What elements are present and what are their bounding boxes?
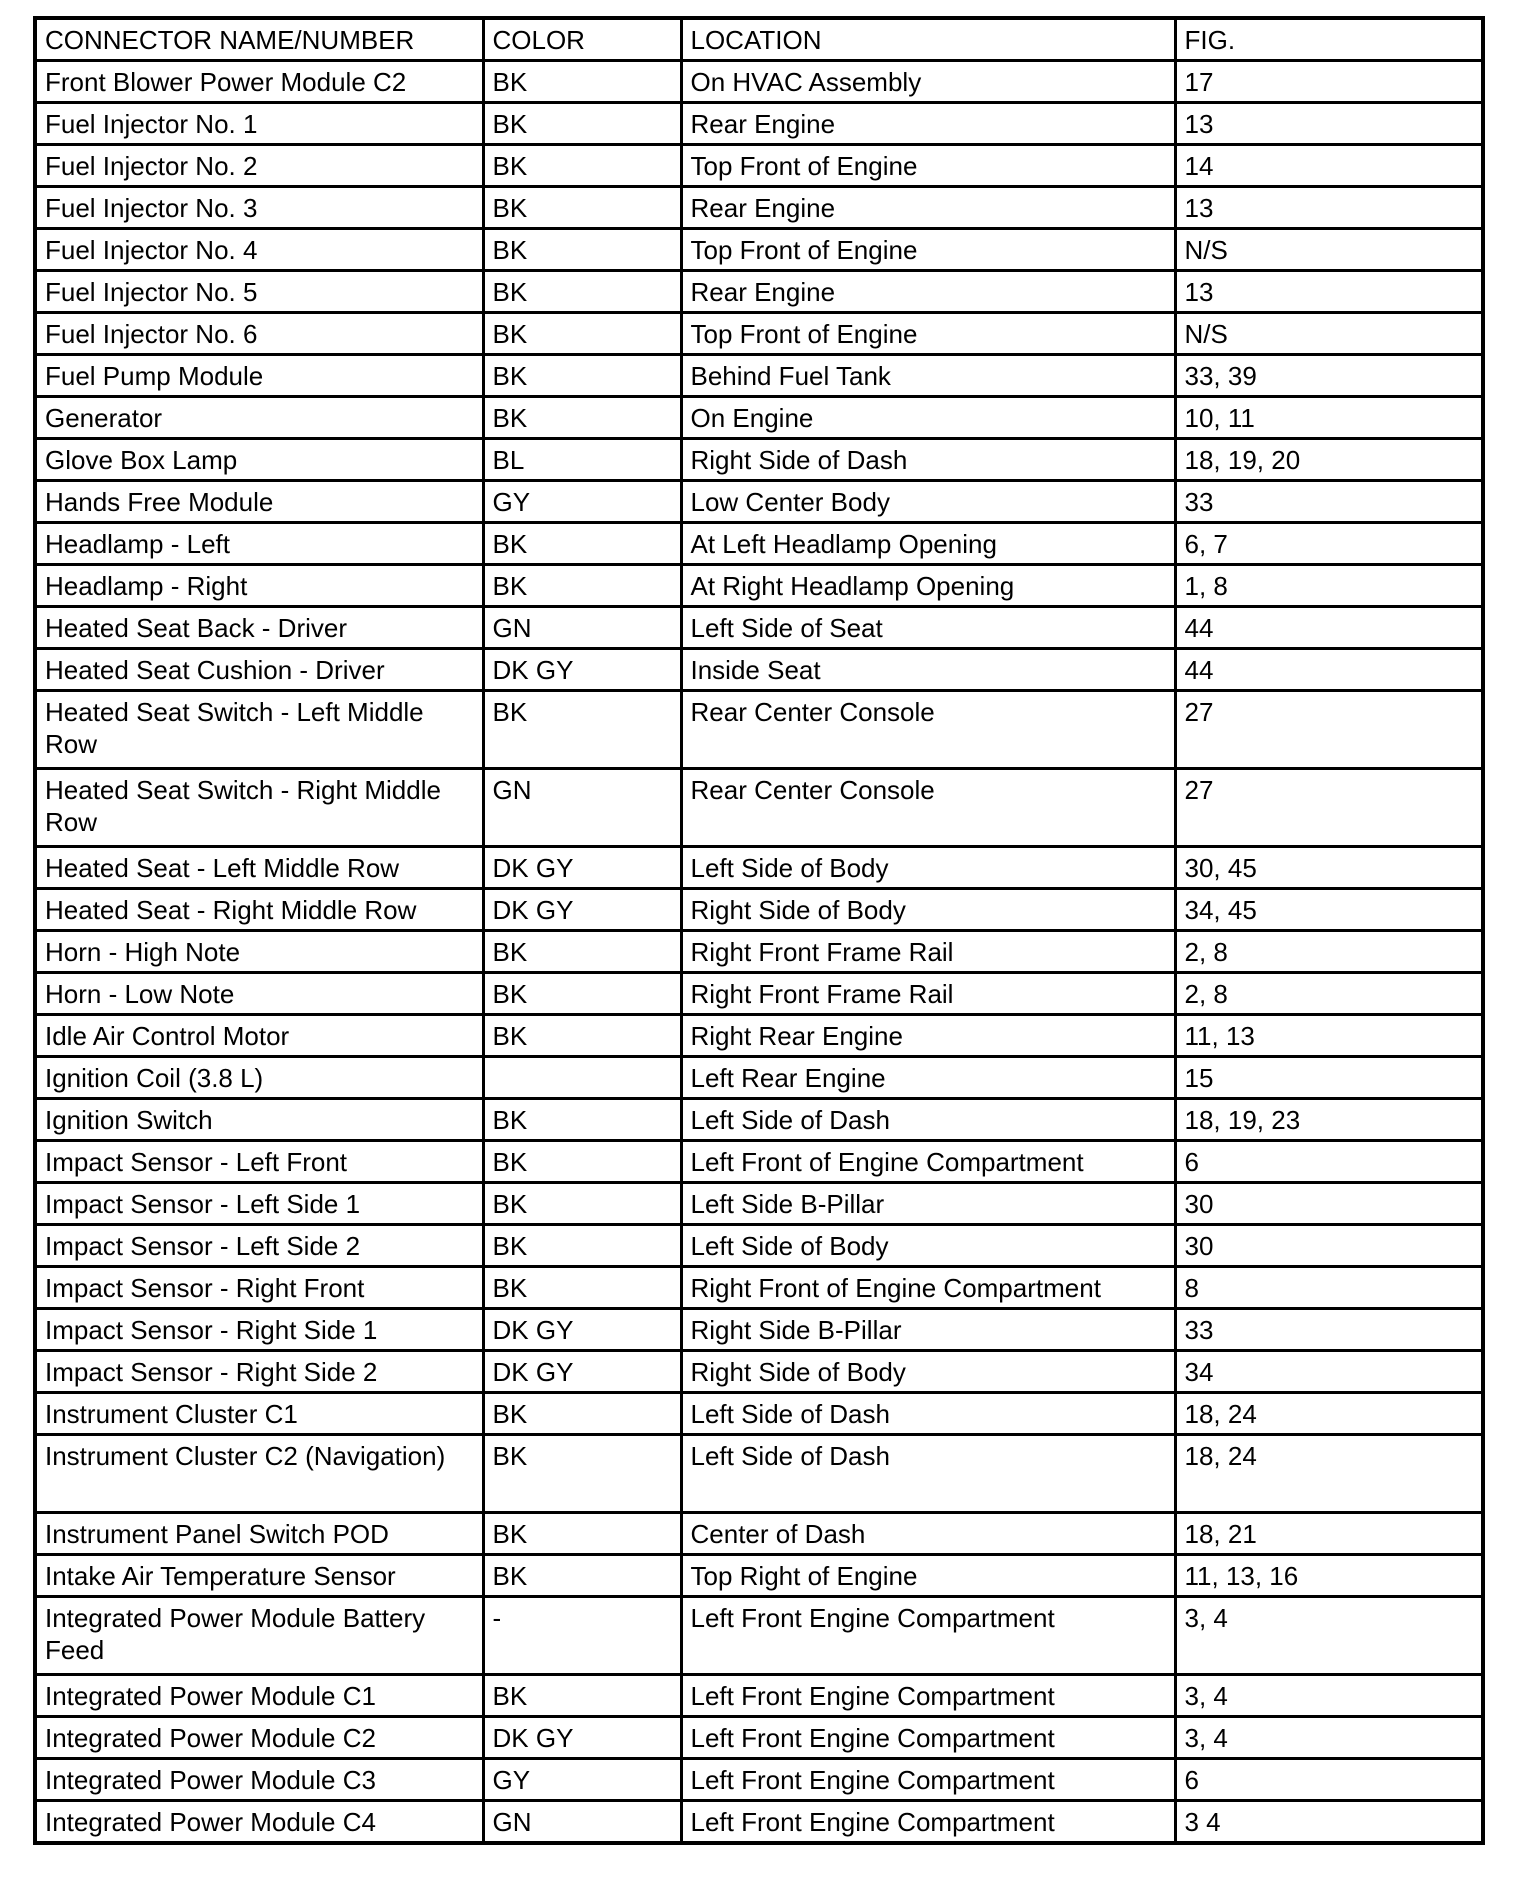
fig-cell: N/S <box>1175 229 1483 271</box>
location-cell: Left Front Engine Compartment <box>681 1801 1175 1844</box>
column-header-connector-name: CONNECTOR NAME/NUMBER <box>35 18 483 61</box>
fig-cell: 2, 8 <box>1175 973 1483 1015</box>
table-row <box>35 229 1483 271</box>
connector-name-cell: Ignition Coil (3.8 L) <box>35 1057 483 1099</box>
table-row <box>35 1393 1483 1435</box>
fig-cell: 14 <box>1175 145 1483 187</box>
fig-cell: N/S <box>1175 313 1483 355</box>
table-row <box>35 931 1483 973</box>
table-row <box>35 1555 1483 1597</box>
connector-name-cell: Impact Sensor - Right Front <box>35 1267 483 1309</box>
color-cell: GN <box>483 769 681 847</box>
table-row <box>35 1717 1483 1759</box>
header-row <box>35 18 1483 61</box>
color-cell: DK GY <box>483 847 681 889</box>
color-cell: BK <box>483 145 681 187</box>
connector-name-cell: Fuel Injector No. 4 <box>35 229 483 271</box>
fig-cell: 3 4 <box>1175 1801 1483 1844</box>
table-row <box>35 523 1483 565</box>
table-row <box>35 1057 1483 1099</box>
connector-name-cell: Fuel Injector No. 5 <box>35 271 483 313</box>
fig-cell: 11, 13, 16 <box>1175 1555 1483 1597</box>
connector-name-cell: Integrated Power Module C2 <box>35 1717 483 1759</box>
color-cell: BK <box>483 1015 681 1057</box>
location-cell: Left Front of Engine Compartment <box>681 1141 1175 1183</box>
table-row <box>35 1759 1483 1801</box>
connector-name-cell: Generator <box>35 397 483 439</box>
location-cell: Right Rear Engine <box>681 1015 1175 1057</box>
location-cell: Left Side of Dash <box>681 1393 1175 1435</box>
color-cell: BK <box>483 1267 681 1309</box>
connector-table <box>33 16 1485 1845</box>
table-row <box>35 769 1483 847</box>
color-cell: BK <box>483 1183 681 1225</box>
color-cell: BL <box>483 439 681 481</box>
fig-cell: 33 <box>1175 1309 1483 1351</box>
fig-cell: 6 <box>1175 1759 1483 1801</box>
table-row <box>35 1513 1483 1555</box>
color-cell: GN <box>483 607 681 649</box>
column-header-fig: FIG. <box>1175 18 1483 61</box>
location-cell: Left Side of Dash <box>681 1435 1175 1513</box>
location-cell: At Right Headlamp Opening <box>681 565 1175 607</box>
fig-cell: 17 <box>1175 61 1483 103</box>
fig-cell: 3, 4 <box>1175 1675 1483 1717</box>
connector-name-cell: Impact Sensor - Left Front <box>35 1141 483 1183</box>
fig-cell: 6, 7 <box>1175 523 1483 565</box>
connector-name-cell: Heated Seat Back - Driver <box>35 607 483 649</box>
table-body <box>35 61 1483 1844</box>
location-cell: Center of Dash <box>681 1513 1175 1555</box>
table-row <box>35 847 1483 889</box>
connector-name-cell: Heated Seat Switch - Right Middle Row <box>35 769 483 847</box>
connector-name-cell: Idle Air Control Motor <box>35 1015 483 1057</box>
location-cell: Top Right of Engine <box>681 1555 1175 1597</box>
color-cell: BK <box>483 1099 681 1141</box>
connector-name-cell: Intake Air Temperature Sensor <box>35 1555 483 1597</box>
connector-name-cell: Heated Seat Switch - Left Middle Row <box>35 691 483 769</box>
table-row <box>35 439 1483 481</box>
location-cell: Left Side B-Pillar <box>681 1183 1175 1225</box>
fig-cell: 27 <box>1175 691 1483 769</box>
table-row <box>35 1309 1483 1351</box>
connector-name-cell: Fuel Injector No. 1 <box>35 103 483 145</box>
location-cell: Left Side of Seat <box>681 607 1175 649</box>
fig-cell: 34 <box>1175 1351 1483 1393</box>
connector-name-cell: Glove Box Lamp <box>35 439 483 481</box>
table-row <box>35 1801 1483 1844</box>
color-cell: DK GY <box>483 649 681 691</box>
table-row <box>35 1597 1483 1675</box>
location-cell: Rear Center Console <box>681 691 1175 769</box>
location-cell: Right Side of Body <box>681 1351 1175 1393</box>
location-cell: Left Side of Body <box>681 1225 1175 1267</box>
fig-cell: 6 <box>1175 1141 1483 1183</box>
color-cell: DK GY <box>483 1351 681 1393</box>
connector-name-cell: Horn - High Note <box>35 931 483 973</box>
connector-name-cell: Fuel Injector No. 2 <box>35 145 483 187</box>
table-row <box>35 1183 1483 1225</box>
color-cell: BK <box>483 1393 681 1435</box>
table-row <box>35 691 1483 769</box>
connector-name-cell: Instrument Cluster C1 <box>35 1393 483 1435</box>
location-cell: Left Front Engine Compartment <box>681 1597 1175 1675</box>
location-cell: Rear Engine <box>681 103 1175 145</box>
color-cell: BK <box>483 1435 681 1513</box>
location-cell: Right Front Frame Rail <box>681 931 1175 973</box>
fig-cell: 3, 4 <box>1175 1597 1483 1675</box>
location-cell: Left Rear Engine <box>681 1057 1175 1099</box>
fig-cell: 15 <box>1175 1057 1483 1099</box>
location-cell: Right Side of Dash <box>681 439 1175 481</box>
location-cell: Top Front of Engine <box>681 145 1175 187</box>
location-cell: Top Front of Engine <box>681 229 1175 271</box>
location-cell: Left Front Engine Compartment <box>681 1759 1175 1801</box>
table-header <box>35 18 1483 61</box>
color-cell: BK <box>483 271 681 313</box>
fig-cell: 18, 24 <box>1175 1393 1483 1435</box>
table-row <box>35 1435 1483 1513</box>
location-cell: Rear Engine <box>681 187 1175 229</box>
color-cell: DK GY <box>483 1717 681 1759</box>
fig-cell: 10, 11 <box>1175 397 1483 439</box>
location-cell: Left Front Engine Compartment <box>681 1675 1175 1717</box>
location-cell: Low Center Body <box>681 481 1175 523</box>
fig-cell: 30, 45 <box>1175 847 1483 889</box>
fig-cell: 18, 19, 20 <box>1175 439 1483 481</box>
location-cell: Left Side of Dash <box>681 1099 1175 1141</box>
color-cell: BK <box>483 565 681 607</box>
fig-cell: 44 <box>1175 649 1483 691</box>
table-row <box>35 145 1483 187</box>
table-row <box>35 1099 1483 1141</box>
fig-cell: 27 <box>1175 769 1483 847</box>
fig-cell: 30 <box>1175 1225 1483 1267</box>
connector-name-cell: Instrument Panel Switch POD <box>35 1513 483 1555</box>
location-cell: Behind Fuel Tank <box>681 355 1175 397</box>
location-cell: Right Front Frame Rail <box>681 973 1175 1015</box>
location-cell: On HVAC Assembly <box>681 61 1175 103</box>
connector-name-cell: Fuel Injector No. 3 <box>35 187 483 229</box>
color-cell: BK <box>483 313 681 355</box>
location-cell: Right Side B-Pillar <box>681 1309 1175 1351</box>
connector-name-cell: Horn - Low Note <box>35 973 483 1015</box>
color-cell: BK <box>483 61 681 103</box>
column-header-location: LOCATION <box>681 18 1175 61</box>
connector-name-cell: Heated Seat - Right Middle Row <box>35 889 483 931</box>
table-row <box>35 1141 1483 1183</box>
table-row <box>35 187 1483 229</box>
table-row <box>35 565 1483 607</box>
table-row <box>35 313 1483 355</box>
color-cell: BK <box>483 973 681 1015</box>
location-cell: Right Side of Body <box>681 889 1175 931</box>
table-row <box>35 889 1483 931</box>
location-cell: Top Front of Engine <box>681 313 1175 355</box>
color-cell: BK <box>483 355 681 397</box>
fig-cell: 2, 8 <box>1175 931 1483 973</box>
color-cell: BK <box>483 103 681 145</box>
connector-name-cell: Front Blower Power Module C2 <box>35 61 483 103</box>
location-cell: Rear Center Console <box>681 769 1175 847</box>
color-cell: BK <box>483 1675 681 1717</box>
connector-name-cell: Fuel Pump Module <box>35 355 483 397</box>
fig-cell: 33, 39 <box>1175 355 1483 397</box>
color-cell: GY <box>483 1759 681 1801</box>
location-cell: Rear Engine <box>681 271 1175 313</box>
color-cell: - <box>483 1597 681 1675</box>
table-row <box>35 1015 1483 1057</box>
table-row <box>35 271 1483 313</box>
color-cell: BK <box>483 1225 681 1267</box>
connector-name-cell: Impact Sensor - Right Side 2 <box>35 1351 483 1393</box>
connector-name-cell: Heated Seat - Left Middle Row <box>35 847 483 889</box>
connector-name-cell: Headlamp - Right <box>35 565 483 607</box>
fig-cell: 13 <box>1175 271 1483 313</box>
location-cell: Left Side of Body <box>681 847 1175 889</box>
fig-cell: 18, 21 <box>1175 1513 1483 1555</box>
color-cell: BK <box>483 1141 681 1183</box>
connector-name-cell: Impact Sensor - Right Side 1 <box>35 1309 483 1351</box>
fig-cell: 44 <box>1175 607 1483 649</box>
color-cell: BK <box>483 1555 681 1597</box>
fig-cell: 13 <box>1175 187 1483 229</box>
table-row <box>35 649 1483 691</box>
color-cell: BK <box>483 229 681 271</box>
connector-name-cell: Heated Seat Cushion - Driver <box>35 649 483 691</box>
color-cell: BK <box>483 691 681 769</box>
location-cell: On Engine <box>681 397 1175 439</box>
fig-cell: 13 <box>1175 103 1483 145</box>
connector-name-cell: Headlamp - Left <box>35 523 483 565</box>
connector-name-cell: Impact Sensor - Left Side 1 <box>35 1183 483 1225</box>
color-cell: BK <box>483 397 681 439</box>
color-cell: DK GY <box>483 889 681 931</box>
connector-name-cell: Ignition Switch <box>35 1099 483 1141</box>
table-row <box>35 1267 1483 1309</box>
color-cell: DK GY <box>483 1309 681 1351</box>
fig-cell: 30 <box>1175 1183 1483 1225</box>
location-cell: Left Front Engine Compartment <box>681 1717 1175 1759</box>
connector-name-cell: Hands Free Module <box>35 481 483 523</box>
fig-cell: 11, 13 <box>1175 1015 1483 1057</box>
fig-cell: 3, 4 <box>1175 1717 1483 1759</box>
fig-cell: 18, 19, 23 <box>1175 1099 1483 1141</box>
connector-name-cell: Integrated Power Module Battery Feed <box>35 1597 483 1675</box>
location-cell: Right Front of Engine Compartment <box>681 1267 1175 1309</box>
column-header-color: COLOR <box>483 18 681 61</box>
location-cell: Inside Seat <box>681 649 1175 691</box>
color-cell: BK <box>483 931 681 973</box>
color-cell <box>483 1057 681 1099</box>
table-row <box>35 1225 1483 1267</box>
table-row <box>35 1675 1483 1717</box>
table-row <box>35 1351 1483 1393</box>
connector-name-cell: Fuel Injector No. 6 <box>35 313 483 355</box>
table-row <box>35 973 1483 1015</box>
connector-name-cell: Instrument Cluster C2 (Navigation) <box>35 1435 483 1513</box>
connector-name-cell: Integrated Power Module C4 <box>35 1801 483 1844</box>
table-row <box>35 355 1483 397</box>
fig-cell: 18, 24 <box>1175 1435 1483 1513</box>
location-cell: At Left Headlamp Opening <box>681 523 1175 565</box>
color-cell: BK <box>483 523 681 565</box>
fig-cell: 8 <box>1175 1267 1483 1309</box>
table-row <box>35 481 1483 523</box>
color-cell: GN <box>483 1801 681 1844</box>
connector-name-cell: Impact Sensor - Left Side 2 <box>35 1225 483 1267</box>
color-cell: BK <box>483 187 681 229</box>
table-row <box>35 61 1483 103</box>
fig-cell: 34, 45 <box>1175 889 1483 931</box>
color-cell: BK <box>483 1513 681 1555</box>
connector-name-cell: Integrated Power Module C3 <box>35 1759 483 1801</box>
table-row <box>35 103 1483 145</box>
fig-cell: 1, 8 <box>1175 565 1483 607</box>
fig-cell: 33 <box>1175 481 1483 523</box>
table-row <box>35 397 1483 439</box>
connector-name-cell: Integrated Power Module C1 <box>35 1675 483 1717</box>
color-cell: GY <box>483 481 681 523</box>
table-row <box>35 607 1483 649</box>
